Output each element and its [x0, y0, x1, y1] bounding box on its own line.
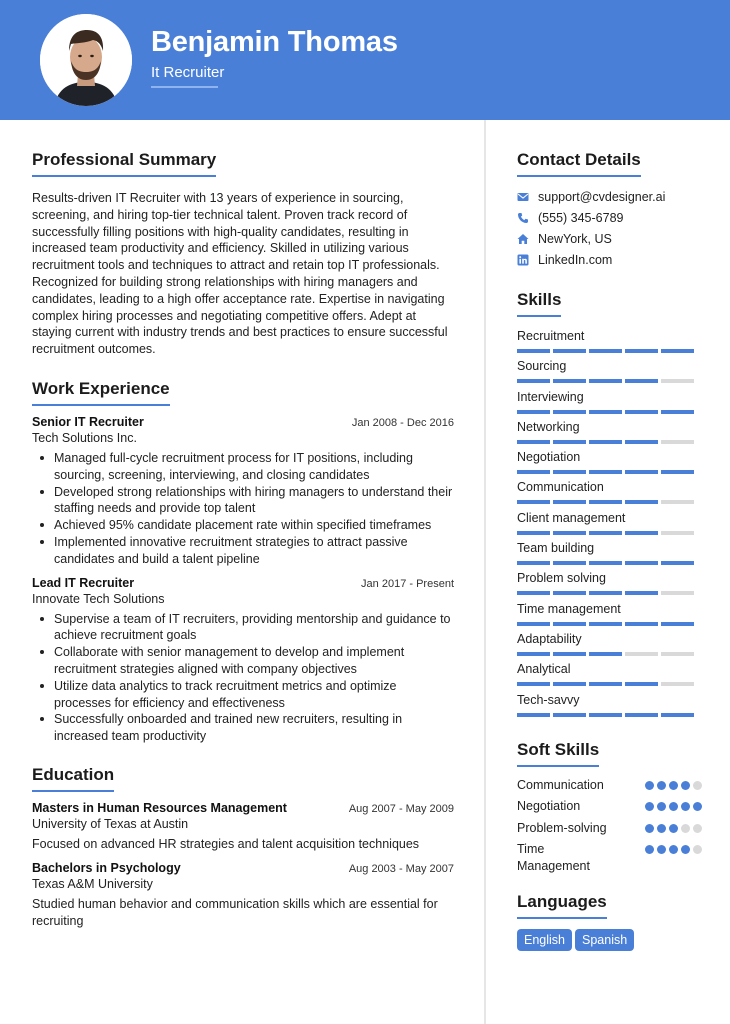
rating-dot-filled — [681, 781, 690, 790]
skill-level-bar — [517, 531, 702, 535]
rating-dot-empty — [693, 781, 702, 790]
degree-title: Bachelors in Psychology — [32, 860, 181, 875]
skill-level-bar — [517, 713, 702, 717]
rating-dot-filled — [669, 845, 678, 854]
education-description: Focused on advanced HR strategies and talent acquisition techniques — [32, 836, 420, 851]
avatar — [40, 14, 132, 106]
skill-segment-filled — [625, 470, 658, 474]
rating-dot-filled — [645, 802, 654, 811]
skill-item — [517, 389, 702, 419]
job-item — [32, 415, 454, 568]
skill-item — [517, 510, 702, 540]
skill-segment-filled — [517, 682, 550, 686]
skill-segment-empty — [661, 440, 694, 444]
left-column — [32, 150, 454, 929]
skill-item — [517, 692, 702, 722]
skill-segment-filled — [625, 440, 658, 444]
skill-segment-filled — [553, 713, 586, 717]
skill-item — [517, 631, 702, 661]
profile-photo — [40, 14, 132, 106]
rating-dot-empty — [681, 824, 690, 833]
skill-level-bar — [517, 470, 702, 474]
contact-location — [517, 228, 702, 249]
rating-dot-filled — [657, 845, 666, 854]
experience-title: Work Experience — [32, 379, 170, 406]
phone-icon — [517, 212, 529, 224]
skill-name: Sourcing — [517, 359, 567, 374]
skill-segment-empty — [661, 652, 694, 656]
school-name: University of Texas at Austin — [32, 816, 189, 831]
job-bullet: Collaborate with senior management to develop and implement recruitment strategies aligned with company objectives — [32, 644, 454, 678]
skill-level-bar — [517, 379, 702, 383]
skill-name: Recruitment — [517, 329, 585, 343]
skills-list — [517, 328, 702, 722]
skill-item — [517, 479, 702, 509]
skill-segment-filled — [625, 561, 658, 565]
linkedin-icon — [517, 254, 529, 266]
soft-skill-name: Problem-solving — [517, 820, 607, 835]
skill-segment-filled — [517, 349, 550, 353]
rating-dot-empty — [693, 824, 702, 833]
soft-skills-section — [517, 740, 702, 875]
contact-linkedin[interactable] — [517, 249, 702, 270]
skill-segment-filled — [517, 652, 550, 656]
soft-skill-item — [517, 841, 702, 874]
skill-segment-filled — [661, 622, 694, 626]
skill-segment-filled — [589, 713, 622, 717]
skill-name: Networking — [517, 419, 580, 434]
skill-segment-filled — [625, 713, 658, 717]
skill-segment-filled — [517, 440, 550, 444]
languages-title: Languages — [517, 892, 607, 919]
job-company: Tech Solutions Inc. — [32, 430, 137, 445]
skill-segment-filled — [589, 379, 622, 383]
skill-level-bar — [517, 622, 702, 626]
summary-section — [32, 150, 454, 358]
skill-segment-filled — [625, 410, 658, 414]
soft-skill-rating — [645, 841, 702, 854]
job-bullet: Managed full-cycle recruitment process for IT positions, including sourcing, screening, interviewing, and closing candidates — [32, 450, 454, 484]
languages-list — [517, 929, 702, 951]
rating-dot-filled — [669, 802, 678, 811]
skill-segment-filled — [553, 440, 586, 444]
skill-segment-filled — [517, 561, 550, 565]
job-bullet: Utilize data analytics to track recruitment metrics and optimize processes for efficiency and effectiveness — [32, 678, 454, 712]
rating-dot-empty — [693, 845, 702, 854]
soft-skill-item — [517, 777, 702, 794]
skill-segment-filled — [517, 410, 550, 414]
education-section — [32, 765, 454, 929]
skill-level-bar — [517, 440, 702, 444]
skill-name: Time management — [517, 601, 621, 616]
skill-segment-filled — [517, 591, 550, 595]
right-column — [517, 150, 702, 951]
skill-level-bar — [517, 349, 702, 353]
skill-segment-filled — [589, 531, 622, 535]
soft-skill-rating — [645, 820, 702, 833]
rating-dot-filled — [681, 802, 690, 811]
skill-name: Client management — [517, 510, 626, 525]
language-badge: English — [517, 929, 572, 951]
skill-name: Team building — [517, 541, 595, 556]
job-bullet: Implemented innovative recruitment strategies to attract passive candidates and build a talent pipeline — [32, 534, 454, 568]
skill-segment-filled — [625, 591, 658, 595]
skill-level-bar — [517, 561, 702, 565]
skill-segment-filled — [553, 591, 586, 595]
home-icon — [517, 233, 529, 245]
rating-dot-filled — [681, 845, 690, 854]
skill-segment-filled — [625, 379, 658, 383]
contact-section — [517, 150, 702, 270]
skill-segment-filled — [553, 379, 586, 383]
job-bullet: Successfully onboarded and trained new recruiters, resulting in increased team productivity — [32, 711, 454, 745]
skill-segment-filled — [589, 470, 622, 474]
skill-segment-empty — [661, 682, 694, 686]
skill-segment-filled — [589, 349, 622, 353]
skill-segment-filled — [625, 682, 658, 686]
contact-title: Contact Details — [517, 150, 641, 177]
skill-segment-filled — [517, 500, 550, 504]
skill-segment-filled — [589, 410, 622, 414]
skill-level-bar — [517, 682, 702, 686]
skill-segment-filled — [517, 379, 550, 383]
role-underline — [151, 86, 218, 88]
location-text: NewYork, US — [538, 231, 612, 246]
job-company: Innovate Tech Solutions — [32, 591, 165, 606]
skill-segment-filled — [517, 470, 550, 474]
language-badge: Spanish — [575, 929, 634, 951]
skill-segment-filled — [553, 531, 586, 535]
skill-segment-empty — [661, 591, 694, 595]
rating-dot-filled — [657, 824, 666, 833]
rating-dot-filled — [657, 781, 666, 790]
education-dates: Aug 2007 - May 2009 — [348, 802, 454, 815]
education-item — [32, 861, 454, 930]
skill-item — [517, 540, 702, 570]
languages-section — [517, 892, 702, 951]
skill-segment-empty — [661, 500, 694, 504]
skills-title: Skills — [517, 290, 561, 317]
skill-segment-filled — [589, 440, 622, 444]
soft-skill-name: Time Management — [517, 842, 590, 873]
skill-item — [517, 328, 702, 358]
skill-segment-filled — [661, 470, 694, 474]
rating-dot-filled — [669, 781, 678, 790]
skill-segment-filled — [553, 561, 586, 565]
skill-segment-filled — [661, 561, 694, 565]
skill-segment-filled — [517, 531, 550, 535]
soft-skills-title: Soft Skills — [517, 740, 599, 767]
skill-name: Adaptability — [517, 631, 582, 646]
skill-item — [517, 358, 702, 388]
skill-segment-filled — [553, 652, 586, 656]
job-dates: Jan 2008 - Dec 2016 — [351, 416, 454, 429]
skill-segment-filled — [553, 410, 586, 414]
skill-name: Communication — [517, 480, 604, 495]
candidate-role: It Recruiter — [151, 64, 225, 81]
skill-item — [517, 419, 702, 449]
job-bullet: Achieved 95% candidate placement rate within specified timeframes — [32, 517, 454, 534]
skills-section — [517, 290, 702, 722]
job-dates: Jan 2017 - Present — [361, 577, 454, 590]
soft-skill-rating — [645, 777, 702, 790]
contact-email[interactable] — [517, 186, 702, 207]
skill-segment-filled — [589, 500, 622, 504]
phone-text: (555) 345-6789 — [538, 210, 624, 225]
skill-name: Problem solving — [517, 571, 606, 586]
candidate-name: Benjamin Thomas — [151, 26, 398, 58]
contact-phone[interactable] — [517, 207, 702, 228]
email-icon — [517, 191, 529, 203]
education-description: Studied human behavior and communication skills which are essential for recruiting — [32, 896, 438, 928]
rating-dot-filled — [669, 824, 678, 833]
soft-skill-name: Communication — [517, 777, 604, 792]
skill-segment-filled — [625, 531, 658, 535]
skill-name: Interviewing — [517, 389, 584, 404]
skill-name: Tech-savvy — [517, 692, 580, 707]
soft-skill-rating — [645, 798, 702, 811]
soft-skill-item — [517, 820, 702, 837]
job-title: Lead IT Recruiter — [32, 575, 135, 590]
skill-segment-filled — [589, 622, 622, 626]
skill-segment-filled — [661, 410, 694, 414]
skill-segment-filled — [661, 713, 694, 717]
skill-segment-filled — [589, 682, 622, 686]
skill-level-bar — [517, 652, 702, 656]
skill-segment-filled — [589, 652, 622, 656]
skill-level-bar — [517, 500, 702, 504]
education-dates: Aug 2003 - May 2007 — [348, 862, 454, 875]
rating-dot-filled — [645, 781, 654, 790]
rating-dot-filled — [693, 802, 702, 811]
skill-segment-empty — [661, 379, 694, 383]
job-bullet: Supervise a team of IT recruiters, providing mentorship and guidance to achieve recruitment goals — [32, 611, 454, 645]
degree-title: Masters in Human Resources Management — [32, 800, 287, 815]
skill-name: Analytical — [517, 662, 571, 677]
summary-text: Results-driven IT Recruiter with 13 years of experience in sourcing, screening, and hiring top-tier technical talent. Proven track record of successfully filling positions with high-quality candidates, resulting in increased team productivity and efficiency. Skilled in utilizing various recruitment tools and techniques to attract and retain top IT professionals. Recognized for building strong relationships with hiring managers and candidates, leading to a high offer acceptance rate. Expertise in navigating complex hiring processes and negotiating competitive offers. Adept at staying current with industry trends and best practices to ensure successful recruitment outcomes. — [32, 191, 448, 357]
rating-dot-filled — [645, 824, 654, 833]
education-item — [32, 801, 454, 853]
skill-item — [517, 449, 702, 479]
skill-segment-filled — [625, 622, 658, 626]
rating-dot-filled — [645, 845, 654, 854]
skill-item — [517, 601, 702, 631]
education-title: Education — [32, 765, 114, 792]
skill-name: Negotiation — [517, 450, 581, 465]
skill-item — [517, 570, 702, 600]
school-name: Texas A&M University — [32, 876, 153, 891]
rating-dot-filled — [657, 802, 666, 811]
skill-segment-filled — [553, 349, 586, 353]
soft-skills-list — [517, 777, 702, 875]
skill-segment-filled — [589, 561, 622, 565]
skill-item — [517, 661, 702, 691]
job-bullets — [32, 450, 454, 568]
soft-skill-name: Negotiation — [517, 799, 581, 814]
job-bullet: Developed strong relationships with hiring managers to understand their staffing needs and provide top talent — [32, 484, 454, 518]
skill-segment-filled — [625, 500, 658, 504]
skill-segment-filled — [553, 500, 586, 504]
job-item — [32, 576, 454, 745]
job-bullets — [32, 611, 454, 745]
linkedin-text: LinkedIn.com — [538, 252, 613, 267]
skill-level-bar — [517, 591, 702, 595]
skill-segment-filled — [553, 622, 586, 626]
column-divider — [484, 120, 486, 1024]
summary-title: Professional Summary — [32, 150, 216, 177]
skill-segment-filled — [589, 591, 622, 595]
skill-level-bar — [517, 410, 702, 414]
skill-segment-filled — [553, 682, 586, 686]
skill-segment-filled — [625, 349, 658, 353]
header-banner — [0, 0, 730, 120]
skill-segment-filled — [661, 349, 694, 353]
experience-section — [32, 379, 454, 745]
skill-segment-empty — [625, 652, 658, 656]
skill-segment-filled — [553, 470, 586, 474]
job-title: Senior IT Recruiter — [32, 414, 144, 429]
skill-segment-filled — [517, 622, 550, 626]
soft-skill-item — [517, 798, 702, 815]
skill-segment-filled — [517, 713, 550, 717]
email-text: support@cvdesigner.ai — [538, 189, 666, 204]
skill-segment-empty — [661, 531, 694, 535]
